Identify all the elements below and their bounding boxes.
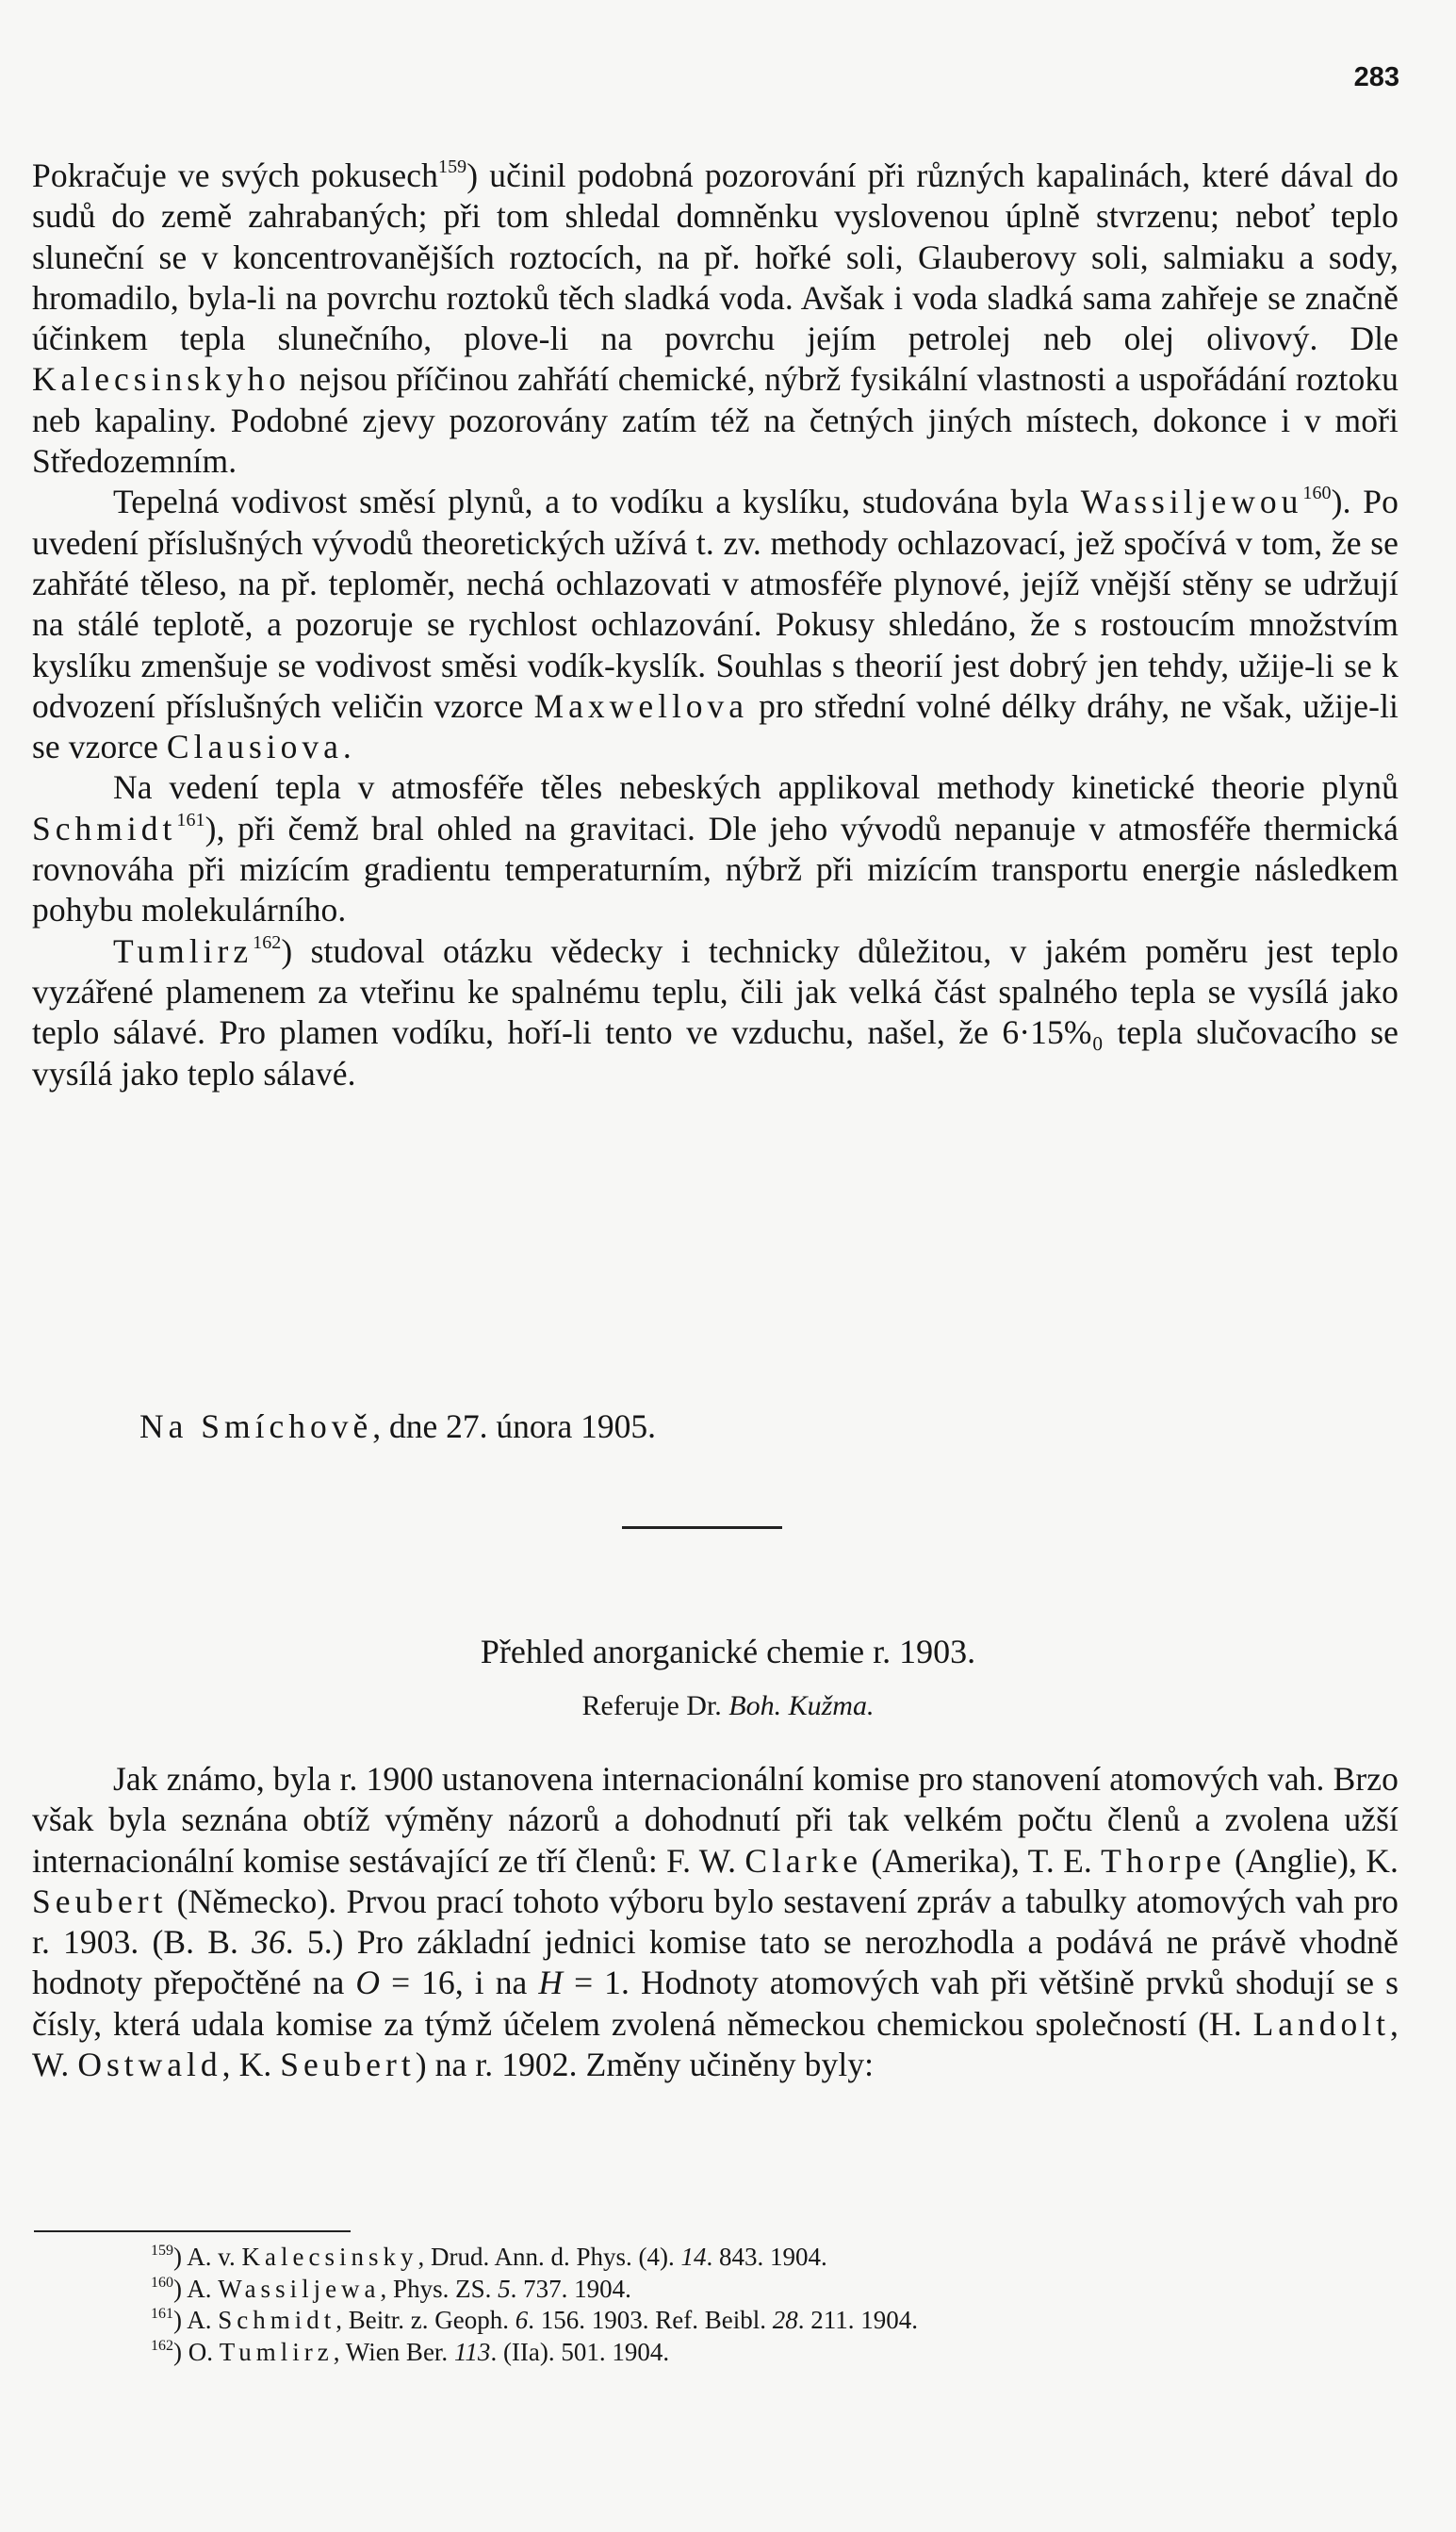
volume: 14 <box>680 2243 707 2271</box>
article-title: Přehled anorganické chemie r. 1903. <box>480 1633 976 1670</box>
author-name: Wassiljewou <box>1080 483 1303 521</box>
author-name: Wassiljewa <box>218 2274 381 2303</box>
footnote-159 <box>151 2242 1376 2274</box>
footnote-ref-159: 159 <box>437 156 467 177</box>
text: (Anglie), K. <box>1225 1841 1399 1880</box>
footnote-number: 159 <box>151 2243 173 2259</box>
text: pro střední volné délky dráhy, ne však, užije-li se vzorce <box>32 686 1399 766</box>
author-name: Maxwellova <box>533 686 749 725</box>
symbol-h: H <box>538 1964 564 2002</box>
section-divider <box>622 1526 782 1529</box>
symbol-o: O <box>355 1964 381 2002</box>
text: . 737. 1904. <box>510 2274 631 2303</box>
author-name: Thorpe <box>1101 1841 1226 1880</box>
text: . 5.) Pro základní jednici komise tato se nerozhodla a podává ne právě vhodně hodnoty přepočtěné na <box>32 1923 1399 2002</box>
footnote-number: 161 <box>151 2306 173 2322</box>
text: Na vedení tepla v atmosféře těles nebeských applikoval methody kinetické theorie plynů <box>113 768 1399 807</box>
text: . 211. 1904. <box>797 2306 918 2334</box>
footnote-rule <box>34 2230 351 2232</box>
text: Pokračuje ve svých pokusech <box>32 156 438 194</box>
author-name: Schmidt <box>32 809 177 847</box>
author-name: Tumlirz <box>113 931 254 970</box>
paragraph-1 <box>32 156 1399 482</box>
volume: 6 <box>515 2306 529 2334</box>
byline-prefix: Referuje Dr. <box>581 1690 729 1721</box>
signature <box>139 1406 656 1447</box>
byline-author: Boh. Kužma. <box>728 1690 875 1721</box>
text: . 843. 1904. <box>706 2243 827 2271</box>
article-paragraph-1 <box>32 1759 1399 2085</box>
text: , Drud. Ann. d. Phys. (4). <box>417 2243 681 2271</box>
text: , K. <box>221 2046 281 2084</box>
text: . (IIa). 501. 1904. <box>490 2337 670 2366</box>
author-name: Clarke <box>744 1841 863 1880</box>
paragraph-3 <box>32 767 1399 930</box>
text: , Phys. ZS. <box>380 2274 499 2303</box>
footnote-162 <box>151 2337 1376 2369</box>
text: , Wien Ber. <box>333 2337 454 2366</box>
footnote-number: 162 <box>151 2337 173 2354</box>
text: = 16, i na <box>380 1964 539 2002</box>
text: . 156. 1903. Ref. Beibl. <box>528 2306 773 2334</box>
place: Na Smíchově <box>139 1407 373 1445</box>
author-name: Landolt <box>1252 2004 1391 2043</box>
footnote-ref-162: 162 <box>253 931 282 953</box>
date: , dne 27. února 1905. <box>372 1407 656 1445</box>
text: nejsou příčinou zahřátí chemické, nýbrž fysikální vlastnosti a uspořádání roztoku neb kapaliny. Podobné zjevy pozorovány zatím též na četných jiných místech, dokonce i v moři Středozemním. <box>32 360 1399 481</box>
author-name: Tumlirz <box>219 2337 334 2366</box>
footnote-161 <box>151 2305 1376 2337</box>
text: . <box>342 728 352 766</box>
volume: 5 <box>498 2274 511 2303</box>
text: ) studoval otázku vědecky i technicky důležitou, v jakém poměru jest teplo vyzářené plamenem za vteřinu ke spalnému teplu, čili jak velká část spalného tepla se vysílá jako teplo sálavé. Pro plamen vodíku, hoří-li tento ve vzduchu, našel, že 6·15%₀ tepla slučovacího se vysílá jako teplo sálavé. <box>32 931 1399 1093</box>
text: ) A. <box>173 2306 219 2334</box>
byline <box>0 1689 1456 1723</box>
footnote-ref-160: 160 <box>1302 483 1332 504</box>
paragraph-2 <box>32 482 1399 767</box>
article-body <box>32 1759 1399 2085</box>
text: ) učinil podobná pozorování při různých kapalinách, které dával do sudů do země zahrabaných; při tom shledal domněnku vyslovenou úplně stvrzenu; neboť teplo sluneční se v koncentrovanějších roztocích, na př. hořké soli, Glauberovy soli, salmiaku a sody, hromadilo, byla-li na povrchu roztoků těch sladká voda. Avšak i voda sladká sama zahřeje se značně účinkem tepla slunečního, plove-li na povrchu jejím petrolej neb olej olivový. Dle <box>32 156 1399 358</box>
author-name: Schmidt <box>218 2306 336 2334</box>
text: ), při čemž bral ohled na gravitaci. Dle jeho vývodů nepanuje v atmosféře thermická rovnováha při mizícím gradientu temperaturním, nýbrž při mizícím transportu energie následkem pohybu molekulárního. <box>32 809 1399 929</box>
volume: 28 <box>772 2306 798 2334</box>
body-text <box>32 156 1399 1094</box>
author-name: Kalecsinsky <box>241 2243 418 2271</box>
volume: 113 <box>453 2337 491 2366</box>
text: ) A. <box>173 2274 219 2303</box>
text: (Německo). Prvou prací tohoto výboru bylo sestavení zpráv a tabulky atomových vah pro r. 1903. (B. B. <box>32 1882 1399 1962</box>
text: Tepelná vodivost směsí plynů, a to vodíku a kyslíku, studována byla <box>113 483 1081 521</box>
author-name: Kalecsinskyho <box>32 360 291 399</box>
text: , Beitr. z. Geoph. <box>335 2306 515 2334</box>
author-name: Clausiova <box>166 728 343 766</box>
text: (Amerika), T. E. <box>862 1841 1102 1880</box>
volume: 36 <box>252 1923 286 1962</box>
footnote-number: 160 <box>151 2274 173 2291</box>
footnote-ref-161: 161 <box>176 809 205 830</box>
text: ) na r. 1902. Změny učiněny byly: <box>415 2046 875 2084</box>
text: ). Po uvedení příslušných vývodů theoretických užívá t. zv. methody ochlazovací, jež spočívá v tom, že se zahřáté těleso, na př. teploměr, nechá ochlazovati v atmosféře plynové, jejíž vnější stěny se udržují na stálé teplotě, a pozoruje se rychlost ochlazování. Pokusy shledáno, že s rostoucím množstvím kyslíku zmenšuje se vodivost směsi vodík-kyslík. Souhlas s theorií jest dobrý jen tehdy, užije-li se k odvození příslušných veličin vzorce <box>32 483 1399 725</box>
paragraph-4 <box>32 931 1399 1094</box>
text: ) O. <box>173 2337 220 2366</box>
footnotes <box>151 2242 1376 2368</box>
text: ) A. v. <box>173 2243 242 2271</box>
text: , W. <box>32 2004 1399 2084</box>
text: = 1. Hodnoty atomových vah při většině prvků shodují se s čísly, která udala komise za týmž účelem zvolená německou chemickou společností (H. <box>32 1964 1399 2043</box>
author-name: Seubert <box>32 1882 168 1920</box>
author-name: Ostwald <box>77 2046 222 2084</box>
page-number: 283 <box>1353 62 1399 92</box>
author-name: Seubert <box>280 2046 416 2084</box>
text: Jak známo, byla r. 1900 ustanovena internacionální komise pro stanovení atomových vah. Brzo však byla seznána obtíž výměny názorů a dohodnutí při tak velkém počtu členů a zvolena užší internacionální komise sestávající ze tří členů: F. W. <box>32 1760 1399 1880</box>
footnote-160 <box>151 2274 1376 2306</box>
